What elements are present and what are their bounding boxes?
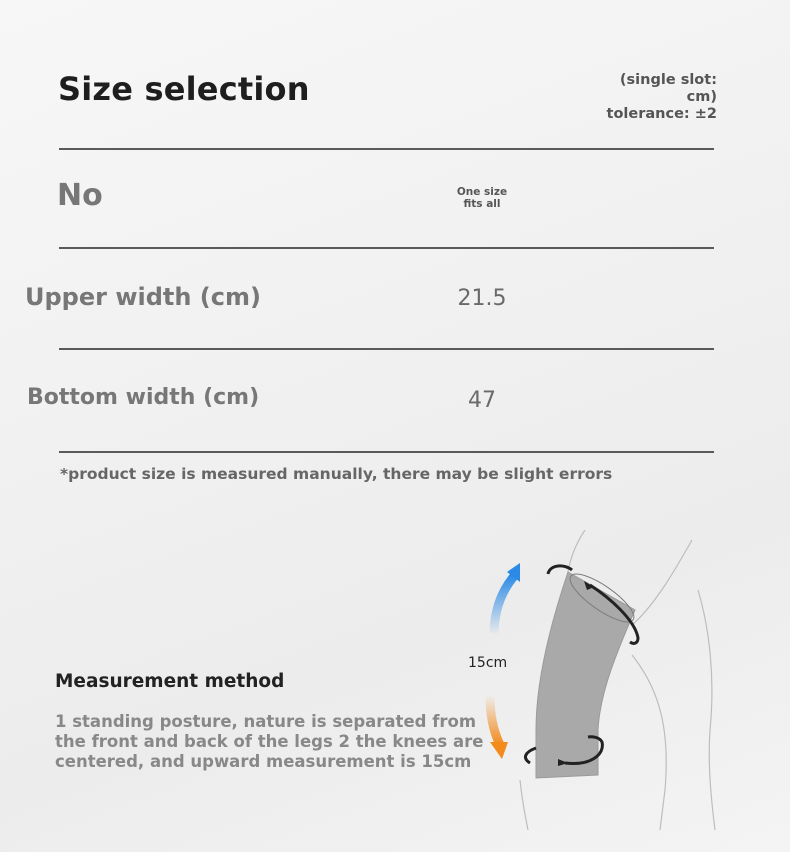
row-label-upper-width: Upper width (cm) (25, 283, 261, 311)
size-value-line-2: fits all (463, 198, 501, 210)
page-title: Size selection (58, 70, 310, 108)
upper-width-value: 21.5 (457, 286, 507, 311)
arrow-down-icon (490, 695, 500, 745)
row-label-bottom-width: Bottom width (cm) (27, 385, 260, 410)
size-value-line-1: One size (456, 186, 508, 198)
knee-sleeve (536, 572, 635, 778)
divider (59, 247, 714, 249)
divider (59, 451, 714, 453)
row-label-no: No (57, 178, 103, 213)
arrow-up-icon (494, 575, 515, 635)
divider (59, 148, 714, 150)
measurement-title: Measurement method (55, 671, 285, 692)
divider (59, 348, 714, 350)
tolerance-line-2: cm) (686, 89, 717, 105)
disclaimer-note: *product size is measured manually, there may be slight errors (60, 465, 613, 483)
bottom-width-value: 47 (468, 388, 496, 413)
size-value (432, 186, 532, 210)
tolerance-line-1: (single slot: (619, 72, 717, 88)
measurement-description: 1 standing posture, nature is separated from the front and back of the legs 2 the knees are centered, and upward measurement is 15cm (55, 712, 484, 771)
knee-sleeve-illustration (470, 530, 760, 830)
tolerance-line-3: tolerance: ±2 (606, 106, 717, 122)
distance-label: 15cm (468, 655, 508, 671)
tolerance-note (577, 72, 717, 123)
